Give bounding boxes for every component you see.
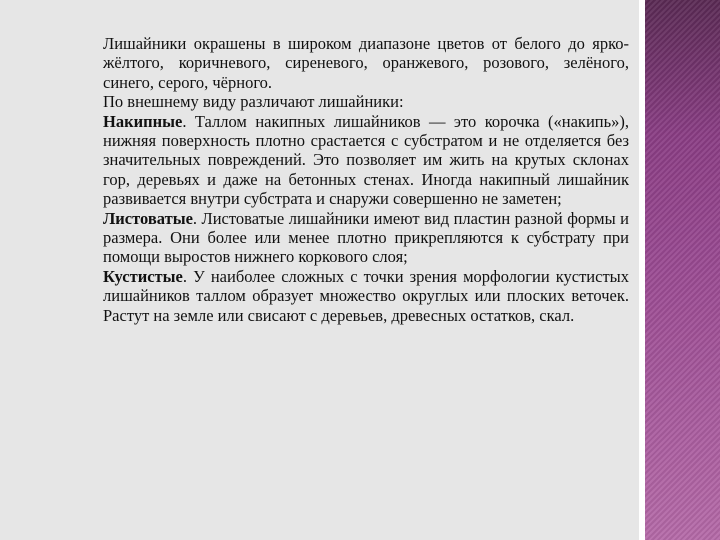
paragraph-crustose (103, 112, 629, 209)
paragraph-colors (103, 34, 629, 92)
term-fruticose: Кустистые (103, 266, 183, 286)
paragraph-fruticose (103, 267, 629, 325)
paragraph-intro (103, 92, 629, 111)
paragraph-fruticose-text: . У наиболее сложных с точки зрения морфологии кустистых лишайников таллом образует множество округлых или плоских веточек. Растут на земле или свисают с деревьев, древесных остатков, скал. (103, 266, 629, 325)
term-foliose: Листоватые (103, 208, 193, 228)
paragraph-foliose (103, 209, 629, 267)
paragraph-crustose-text: . Таллом накипных лишайников — это корочка («накипь»), нижняя поверхность плотно срастается с субстратом и не отделяется без значительных повреждений. Это позволяет им жить на крутых склонах гор, деревьях и даже на бетонных стенах. Иногда накипный лишайник развивается внутри субстрата и снаружи совершенно не заметен; (103, 111, 629, 209)
paragraph-foliose-text: . Листоватые лишайники имеют вид пластин разной формы и размера. Они более или менее плотно прикрепляются к субстрату при помощи выростов нижнего коркового слоя; (103, 208, 629, 267)
decorative-side-band (645, 0, 720, 540)
paragraph-colors-text: Лишайники окрашены в широком диапазоне цветов от белого до ярко-жёлтого, коричневого, сиреневого, оранжевого, розового, зелёного, синего, серого, чёрного. (103, 34, 629, 92)
term-crustose: Накипные (103, 111, 183, 131)
paragraph-intro-text: По внешнему виду различают лишайники: (103, 92, 404, 112)
slide-body-text (103, 34, 629, 325)
